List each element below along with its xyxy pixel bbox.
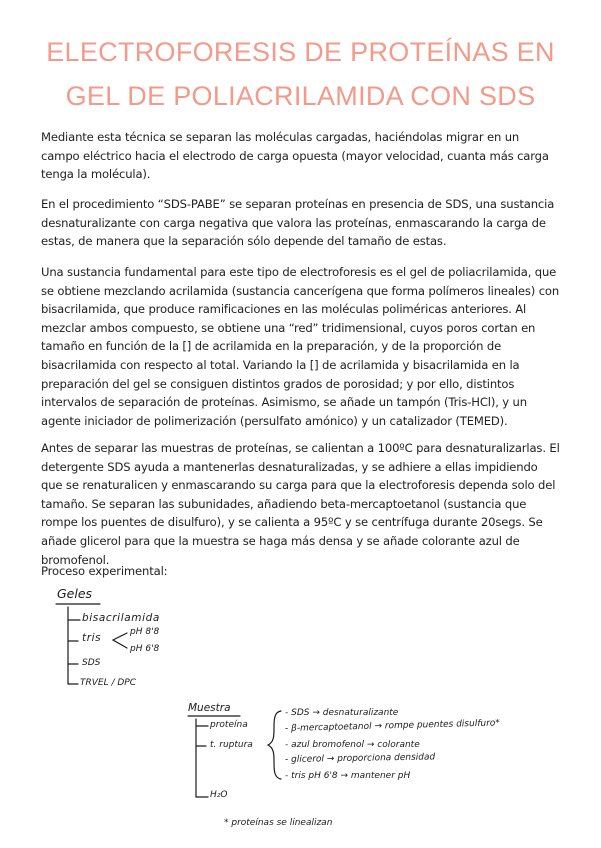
muestra-heading: Muestra bbox=[188, 702, 231, 714]
ruptura-branch-bromofenol: - azul bromofenol → colorante bbox=[285, 740, 420, 750]
paragraph-poliacrilamida: Una sustancia fundamental para este tipo de electroforesis es el gel de poliacrilamida, que se obtiene mezclando acrilamida (sustancia cancerígena que forma polímeros lineales) con bisacrilamida, que produce ramificaciones en las moléculas poliméricas anteriores. Al mezclar ambos compuesto, se obtiene una “red” tridimensional, cuyos poros cortan en tamaño en función de la [] de acrilamida en la preparación, y de la proporción de bisacrilamida con respecto al total. Variando la [] de acrilamida y bisacrilamida en la preparación del gel se consiguen distintos grados de porosidad; y por ello, distintos intervalos de separación de proteínas. Asimismo, se añade un tampón (Tris-HCl), y un agente iniciador de polimerización (persulfato amónico) y un catalizador (TEMED). bbox=[41, 265, 560, 428]
geles-item-trvel-dpc: TRVEL / DPC bbox=[80, 678, 137, 688]
ruptura-branch-mercaptoetanol: - β-mercaptoetanol → rompe puentes disulfuro* bbox=[284, 718, 500, 734]
geles-item-tris: tris bbox=[82, 632, 102, 644]
muestra-item-ruptura: t. ruptura bbox=[210, 740, 253, 750]
title-line-2: GEL DE POLIACRILAMIDA CON SDS bbox=[65, 81, 536, 111]
ruptura-brace bbox=[268, 711, 281, 779]
ruptura-branch-sds: - SDS → desnaturalizante bbox=[285, 708, 399, 718]
tris-bracket bbox=[113, 633, 127, 648]
ruptura-branch-tris: - tris pH 6'8 → mantener pH bbox=[285, 771, 411, 781]
title-line-1: ELECTROFORESIS DE PROTEÍNAS EN bbox=[46, 37, 555, 67]
muestra-item-proteina: proteína bbox=[210, 720, 248, 730]
geles-item-sds: SDS bbox=[82, 658, 101, 668]
paragraph-sds-page: En el procedimiento “SDS-PABE” se separan proteínas en presencia de SDS, una sustancia desnaturalizante con carga negativa que valora las proteínas, enmascarando la carga de estas, de manera que la separación sólo depende del tamaño de estas. bbox=[41, 197, 555, 249]
geles-item-bisacrilamida: bisacrilamida bbox=[82, 612, 160, 624]
tris-branch-ph-6-8: pH 6'8 bbox=[130, 644, 160, 654]
paragraph-intro: Mediante esta técnica se separan las moléculas cargadas, haciéndolas migrar en un campo eléctrico hacia el electrodo de carga opuesta (mayor velocidad, cuanta más carga tenga la molécula). bbox=[41, 130, 549, 182]
footnote: * proteínas se linealizan bbox=[224, 818, 333, 828]
paragraph-proceso-experimental: Proceso experimental: bbox=[41, 564, 168, 578]
paragraph-preparacion-muestras: Antes de separar las muestras de proteínas, se calientan a 100ºC para desnaturalizarlas. El detergente SDS ayuda a mantenerlas desnaturalizadas, y se adhiere a ellas impidiendo que se renaturalicen y enmascarando su carga para que la electroforesis dependa solo del tamaño. Se separan las subunidades, añadiendo beta-mercaptoetanol (sustancia que rompe los puentes de disulfuro), y se calienta a 95ºC y se centrífuga durante 20segs. Se añade glicerol para que la muestra se haga más densa y se añade colorante azul de bromofenol. bbox=[41, 441, 560, 567]
geles-heading: Geles bbox=[57, 586, 93, 601]
tris-branch-ph-8-8: pH 8'8 bbox=[130, 627, 160, 637]
ruptura-branch-glicerol: - glicerol → proporciona densidad bbox=[284, 752, 436, 765]
muestra-item-h2o: H₂O bbox=[210, 790, 228, 800]
